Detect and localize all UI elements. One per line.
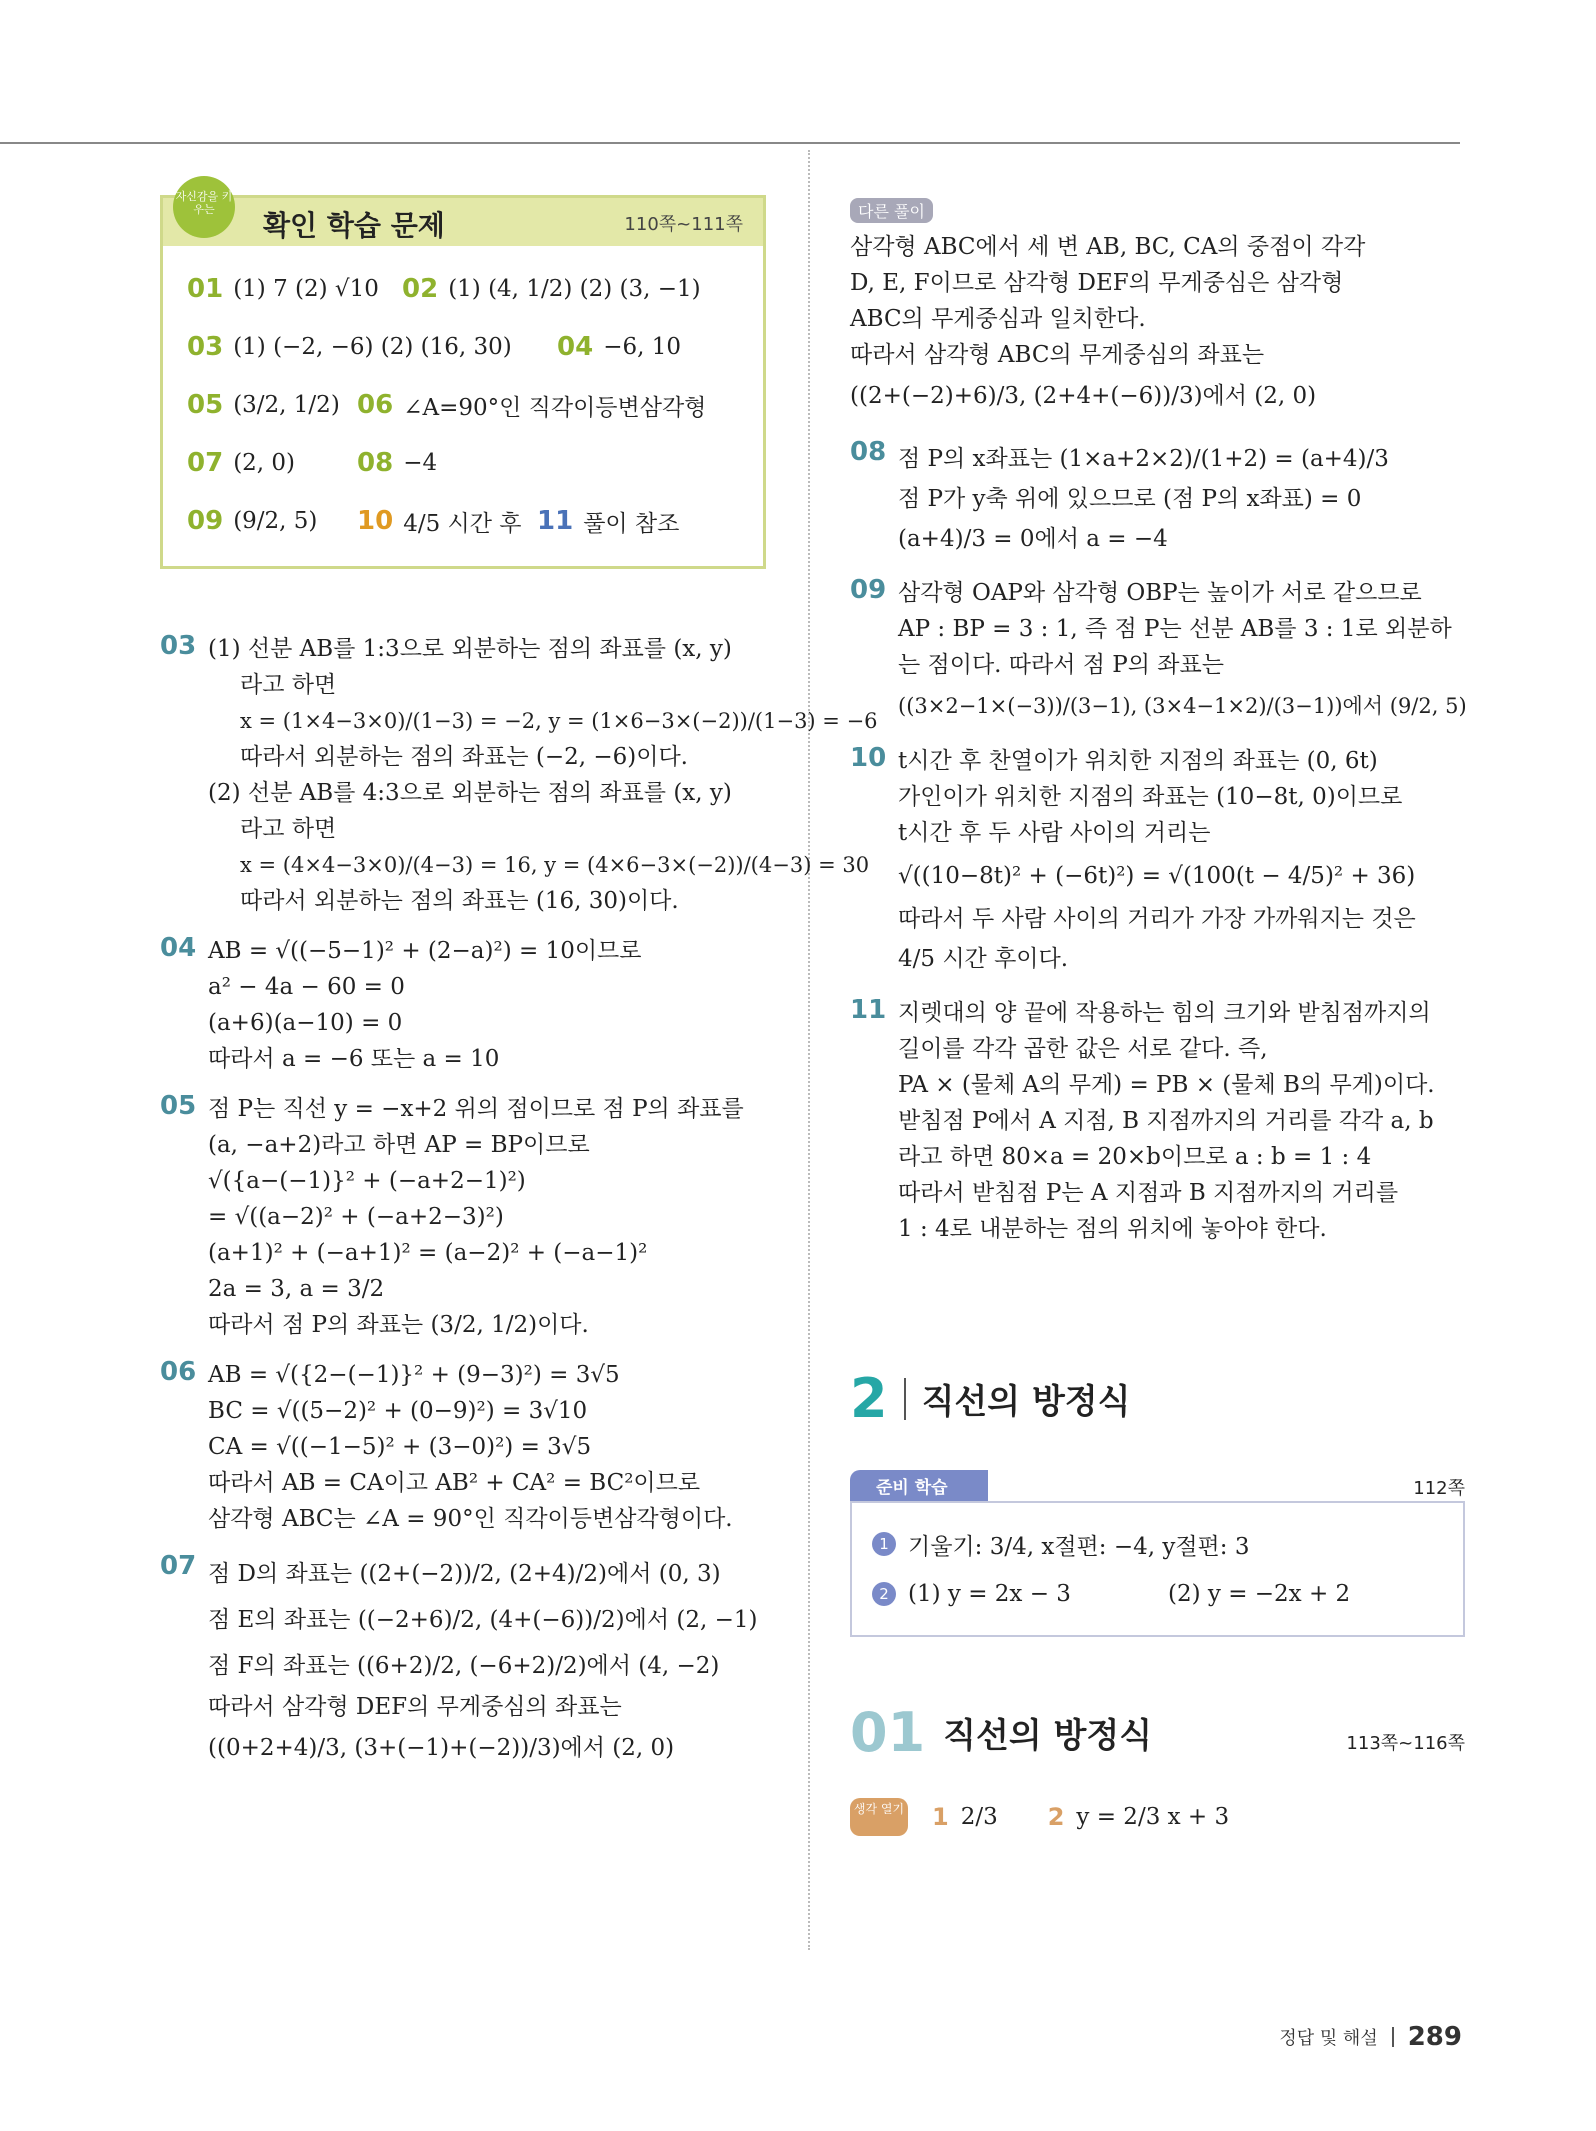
solution-line: 지렛대의 양 끝에 작용하는 힘의 크기와 받침점까지의: [898, 1000, 1431, 1026]
answer-row: [187, 492, 739, 550]
prep-row: [872, 1569, 1443, 1619]
confirm-box-body: [163, 246, 763, 566]
confirm-box-header: [163, 190, 763, 246]
think-number: 2: [1047, 1803, 1065, 1831]
circle-number-icon: 2: [872, 1582, 896, 1606]
alt-solution: [850, 195, 1465, 419]
solution-line: 따라서 외분하는 점의 좌표는 (−2, −6)이다.: [240, 744, 688, 770]
subsection-number: 01: [850, 1701, 926, 1764]
answer-item: [357, 505, 537, 538]
section-heading: [850, 1367, 1465, 1430]
solution-08: [850, 437, 1465, 561]
solution-line: 따라서 a = −6 또는 a = 10: [208, 1046, 500, 1072]
answer-item: [537, 505, 679, 538]
solution-line: 점 E의 좌표는 ((−2+6)/2, (4+(−6))/2)에서 (2, −1): [208, 1607, 758, 1633]
answer-item: [357, 389, 706, 422]
tree-badge: 자신감을 키우는: [173, 176, 235, 238]
prep-tab: 준비 학습: [850, 1470, 988, 1501]
solution-line: AB = √({2−(−1)}² + (9−3)²) = 3√5: [208, 1362, 620, 1388]
solution-line: t시간 후 찬열이가 위치한 지점의 좌표는 (0, 6t): [898, 748, 1378, 774]
answer-row: [187, 376, 739, 434]
solution-11: [850, 995, 1465, 1247]
solution-line: 점 P의 x좌표는 (1×a+2×2)/(1+2) = (a+4)/3: [898, 446, 1389, 472]
answer-number: 07: [187, 448, 224, 478]
answer-number: 03: [187, 332, 224, 362]
prep-answer: (2) y = −2x + 2: [1168, 1581, 1351, 1607]
solution-number: 03: [160, 631, 197, 661]
solution-line: (a, −a+2)라고 하면 AP = BP이므로: [208, 1132, 590, 1158]
answer-text: (1) (−2, −6) (2) (16, 30): [233, 334, 512, 360]
answer-number: 02: [402, 274, 439, 304]
footer-label: 정답 및 해설: [1279, 2028, 1378, 2049]
answer-text: −6, 10: [603, 334, 681, 360]
solution-06: [160, 1357, 770, 1537]
answer-text: (9/2, 5): [233, 508, 318, 534]
solution-line: AB = √((−5−1)² + (2−a)²) = 10이므로: [208, 938, 642, 964]
solution-line: 가인이가 위치한 지점의 좌표는 (10−8t, 0)이므로: [898, 784, 1403, 810]
answer-text: 4/5 시간 후: [403, 510, 522, 537]
solution-number: 07: [160, 1551, 197, 1581]
section-divider: [904, 1378, 906, 1420]
answer-item: [557, 332, 681, 362]
solution-line: BC = √((5−2)² + (0−9)²) = 3√10: [208, 1398, 588, 1424]
section-number: 2: [850, 1367, 888, 1430]
alt-line: 따라서 삼각형 ABC의 무게중심의 좌표는: [850, 342, 1265, 368]
page-number: 289: [1407, 2022, 1462, 2052]
answer-item: [187, 332, 557, 362]
solution-line: (2) 선분 AB를 4:3으로 외분하는 점의 좌표를 (x, y): [208, 780, 732, 806]
answer-text: 풀이 참조: [583, 510, 680, 537]
alt-line: 삼각형 ABC에서 세 변 AB, BC, CA의 중점이 각각: [850, 234, 1366, 260]
answer-number: 09: [187, 506, 224, 536]
solution-line: a² − 4a − 60 = 0: [208, 974, 405, 1000]
solution-line: (a+1)² + (−a+1)² = (a−2)² + (−a−1)²: [208, 1240, 648, 1266]
solution-line: 삼각형 ABC는 ∠A = 90°인 직각이등변삼각형이다.: [208, 1506, 733, 1532]
answer-number: 05: [187, 390, 224, 420]
alt-solution-badge: 다른 풀이: [850, 198, 933, 223]
answer-number: 06: [357, 390, 394, 420]
answer-item: [357, 448, 437, 478]
subsection-title: 직선의 방정식: [943, 1716, 1153, 1756]
confirm-box-pages: 110쪽~111쪽: [624, 214, 743, 235]
prep-pages: 112쪽: [1413, 1478, 1465, 1499]
solution-line: 따라서 삼각형 DEF의 무게중심의 좌표는: [208, 1694, 622, 1720]
solution-line: 따라서 AB = CA이고 AB² + CA² = BC²이므로: [208, 1470, 701, 1496]
page-footer: [1279, 2022, 1462, 2052]
solution-number: 06: [160, 1357, 197, 1387]
solution-10: [850, 743, 1465, 981]
solution-07: [160, 1551, 770, 1771]
solution-number: 11: [850, 995, 887, 1025]
solution-line: 라고 하면 80×a = 20×b이므로 a : b = 1 : 4: [898, 1144, 1372, 1170]
solution-line: t시간 후 두 사람 사이의 거리는: [898, 820, 1211, 846]
solution-line: √({a−(−1)}² + (−a+2−1)²): [208, 1168, 526, 1194]
answer-number: 01: [187, 274, 224, 304]
footer-divider: [1392, 2027, 1394, 2047]
solution-line: √((10−8t)² + (−6t)²) = √(100(t − 4/5)² + 36): [898, 863, 1416, 889]
solution-line: (1) 선분 AB를 1:3으로 외분하는 점의 좌표를 (x, y): [208, 636, 732, 662]
subsection-heading: [850, 1701, 1465, 1764]
answer-text: (3/2, 1/2): [233, 392, 340, 418]
solution-line: 따라서 외분하는 점의 좌표는 (16, 30)이다.: [240, 888, 679, 914]
solution-line: 4/5 시간 후이다.: [898, 946, 1069, 972]
solution-line: 1 : 4로 내분하는 점의 위치에 놓아야 한다.: [898, 1216, 1327, 1242]
solution-line: 점 P는 직선 y = −x+2 위의 점이므로 점 P의 좌표를: [208, 1096, 744, 1122]
solution-line: 삼각형 OAP와 삼각형 OBP는 높이가 서로 같으므로: [898, 580, 1422, 606]
solution-line: 점 P가 y축 위에 있으므로 (점 P의 x좌표) = 0: [898, 486, 1362, 512]
answer-item: [402, 274, 701, 304]
answer-row: [187, 260, 739, 318]
answer-text: (2, 0): [233, 450, 296, 476]
solution-line: ((3×2−1×(−3))/(3−1), (3×4−1×2)/(3−1))에서 (9/2, 5): [898, 694, 1467, 718]
solution-line: 점 F의 좌표는 ((6+2)/2, (−6+2)/2)에서 (4, −2): [208, 1653, 720, 1679]
answer-item: [187, 506, 357, 536]
solution-04: [160, 933, 770, 1077]
think-badge: 생각 열기: [850, 1798, 908, 1836]
answer-row: [187, 318, 739, 376]
answer-number: 04: [557, 332, 594, 362]
answer-item: [187, 448, 357, 478]
answer-number: 10: [357, 506, 394, 536]
answer-text: (1) (4, 1/2) (2) (3, −1): [448, 276, 701, 302]
answer-row: [187, 434, 739, 492]
right-column: [850, 195, 1465, 1836]
answer-number: 11: [537, 506, 574, 536]
think-open: [850, 1798, 1465, 1836]
subsection-pages: 113쪽~116쪽: [1346, 1733, 1465, 1754]
solution-line: 따라서 점 P의 좌표는 (3/2, 1/2)이다.: [208, 1312, 589, 1338]
prep-box: [850, 1501, 1465, 1637]
answer-item: [187, 274, 402, 304]
alt-line: D, E, F이므로 삼각형 DEF의 무게중심은 삼각형: [850, 270, 1344, 296]
confirm-box-title: 확인 학습 문제: [263, 209, 445, 242]
solution-line: 점 D의 좌표는 ((2+(−2))/2, (2+4)/2)에서 (0, 3): [208, 1561, 721, 1587]
circle-number-icon: 1: [872, 1532, 896, 1556]
solution-line: x = (1×4−3×0)/(1−3) = −2, y = (1×6−3×(−2))/(1−3) = −6: [240, 709, 878, 733]
solution-line: = √((a−2)² + (−a+2−3)²): [208, 1204, 504, 1230]
solution-line: 따라서 받침점 P는 A 지점과 B 지점까지의 거리를: [898, 1180, 1399, 1206]
answer-text: ∠A=90°인 직각이등변삼각형: [403, 394, 707, 421]
solution-line: 받침점 P에서 A 지점, B 지점까지의 거리를 각각 a, b: [898, 1108, 1434, 1134]
column-divider: [808, 150, 810, 1950]
solution-line: 2a = 3, a = 3/2: [208, 1276, 385, 1302]
solution-number: 10: [850, 743, 887, 773]
top-rule: [0, 142, 1460, 144]
left-column: [160, 190, 878, 1785]
section-title: 직선의 방정식: [921, 1382, 1131, 1422]
answer-text: (1) 7 (2) √10: [233, 276, 379, 302]
confirm-box: [160, 190, 766, 569]
solution-line: 라고 하면: [240, 816, 337, 842]
think-number: 1: [932, 1803, 949, 1831]
solution-line: AP : BP = 3 : 1, 즉 점 P는 선분 AB를 3 : 1로 외분하: [898, 616, 1452, 642]
prep-row: [872, 1519, 1443, 1569]
solution-05: [160, 1091, 770, 1343]
prep-study: [850, 1470, 1465, 1637]
solution-line: 라고 하면: [240, 672, 337, 698]
solution-line: 길이를 각각 곱한 값은 서로 같다. 즉,: [898, 1036, 1268, 1062]
solution-line: x = (4×4−3×0)/(4−3) = 16, y = (4×6−3×(−2))/(4−3) = 30: [240, 853, 870, 877]
solution-number: 04: [160, 933, 197, 963]
think-answer: y = 2/3 x + 3: [1076, 1804, 1230, 1830]
solution-line: 는 점이다. 따라서 점 P의 좌표는: [898, 652, 1224, 678]
alt-line: ((2+(−2)+6)/3, (2+4+(−6))/3)에서 (2, 0): [850, 383, 1317, 409]
solution-line: (a+6)(a−10) = 0: [208, 1010, 403, 1036]
solution-09: [850, 575, 1465, 729]
answer-number: 08: [357, 448, 394, 478]
solution-line: PA × (물체 A의 무게) = PB × (물체 B의 무게)이다.: [898, 1072, 1435, 1098]
solution-line: 따라서 두 사람 사이의 거리가 가장 가까워지는 것은: [898, 906, 1416, 932]
solution-line: ((0+2+4)/3, (3+(−1)+(−2))/3)에서 (2, 0): [208, 1735, 675, 1761]
answer-item: [187, 390, 357, 420]
alt-line: ABC의 무게중심과 일치한다.: [850, 306, 1146, 332]
prep-answer: (1) y = 2x − 3: [908, 1581, 1071, 1607]
prep-answer: 기울기: 3/4, x절편: −4, y절편: 3: [908, 1533, 1250, 1560]
solution-number: 08: [850, 437, 887, 467]
answer-text: −4: [403, 450, 438, 476]
solution-number: 09: [850, 575, 887, 605]
solution-number: 05: [160, 1091, 197, 1121]
solution-line: (a+4)/3 = 0에서 a = −4: [898, 526, 1168, 552]
solution-line: CA = √((−1−5)² + (3−0)²) = 3√5: [208, 1434, 592, 1460]
think-answer: 2/3: [960, 1804, 998, 1830]
